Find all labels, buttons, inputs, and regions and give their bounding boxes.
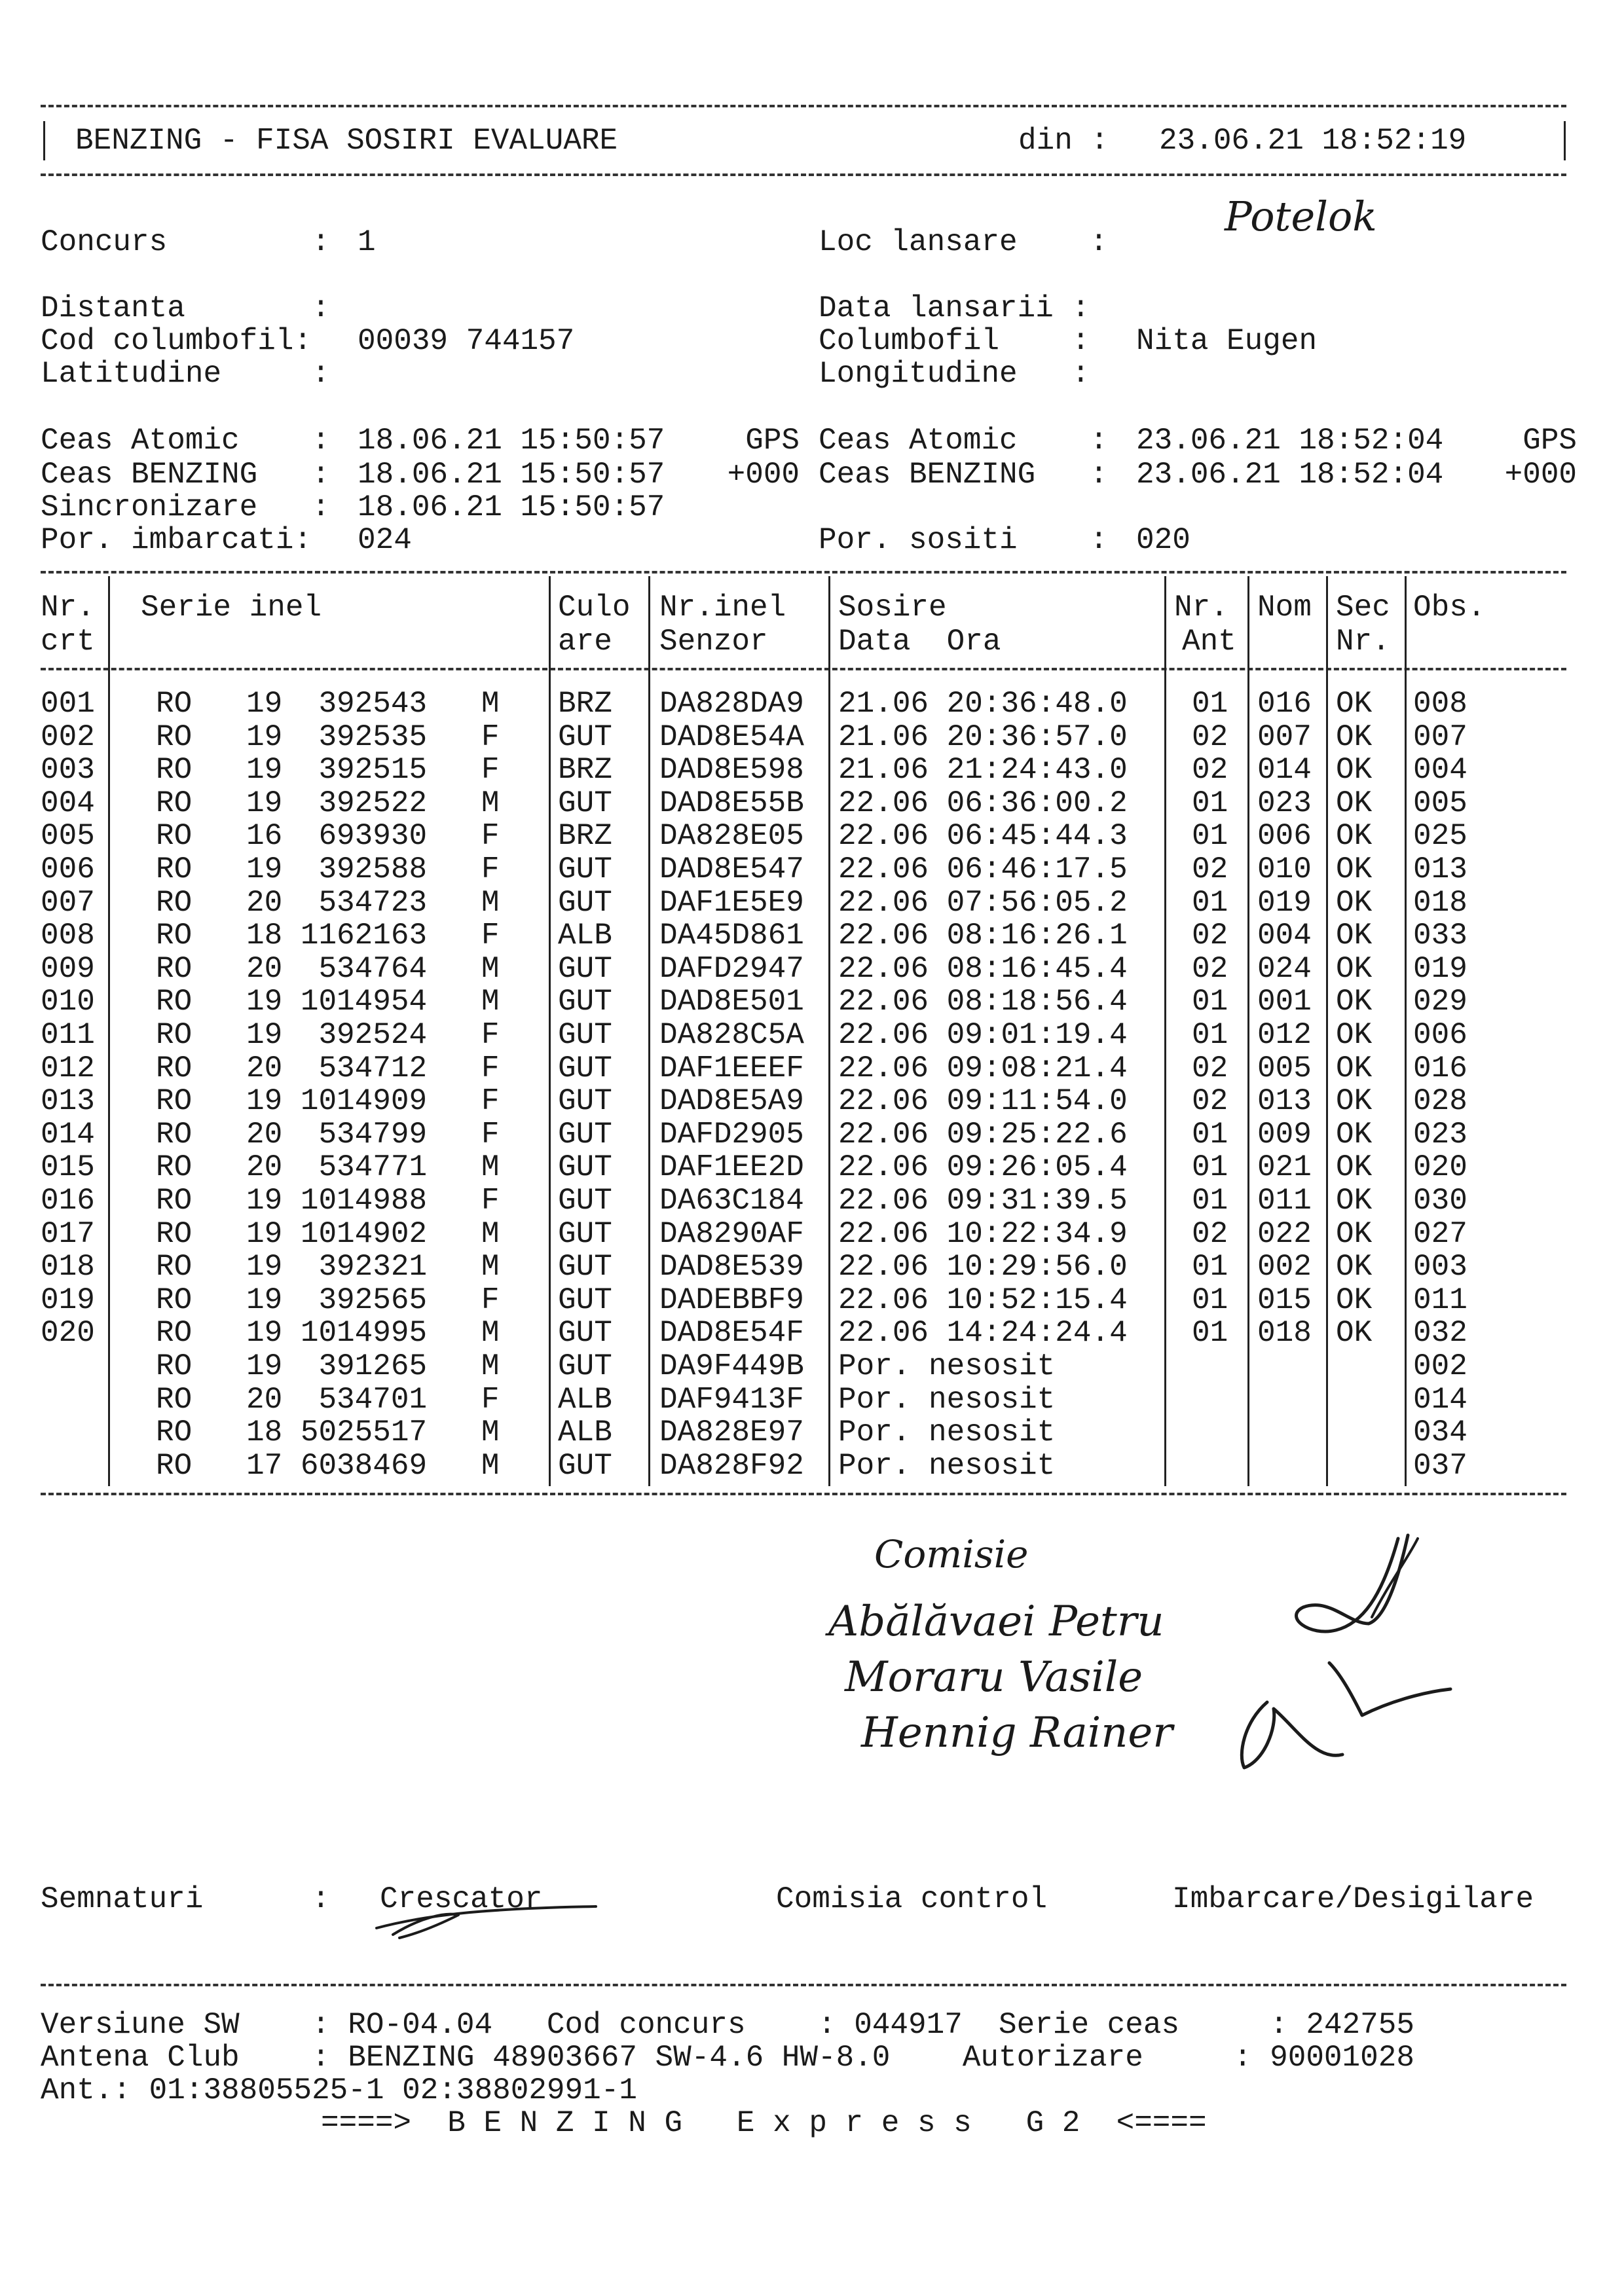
ceas-atomic-right-label: Ceas Atomic : xyxy=(819,424,1108,458)
cell-culoare: GUT xyxy=(558,1216,612,1251)
cell-obs: 003 xyxy=(1413,1250,1467,1285)
cell-sosire: 22.06 10:22:34.9 xyxy=(838,1216,1128,1251)
semnaturi-label: Semnaturi : xyxy=(41,1882,330,1916)
cell-obs: 032 xyxy=(1413,1316,1467,1351)
cell-sec: OK xyxy=(1336,1250,1373,1285)
cell-obs: 002 xyxy=(1413,1349,1467,1383)
columbofil-value: Nita Eugen xyxy=(1136,324,1318,358)
cell-nr: 004 xyxy=(41,786,95,820)
ceas-benzing-right-value: 23.06.21 18:52:04 xyxy=(1136,458,1444,492)
por-sositi-value: 020 xyxy=(1136,523,1190,557)
cod-columbofil-value: 00039 744157 xyxy=(358,324,575,358)
cell-senzor: DAD8E598 xyxy=(659,753,804,788)
cell-nr: 018 xyxy=(41,1250,95,1285)
cell-sec: OK xyxy=(1336,1283,1373,1317)
cell-serie: RO 20 534764 M xyxy=(156,951,500,986)
cell-sosire: 22.06 08:16:45.4 xyxy=(838,951,1128,986)
cell-sec: OK xyxy=(1336,1150,1373,1185)
cell-obs: 028 xyxy=(1413,1084,1467,1119)
concurs-label: Concurs : xyxy=(41,225,330,259)
cell-ant: 01 xyxy=(1192,1018,1228,1052)
cell-nr: 007 xyxy=(41,885,95,920)
cell-ant: 02 xyxy=(1192,951,1228,986)
cell-sosire: 22.06 09:01:19.4 xyxy=(838,1018,1128,1052)
footer-rule xyxy=(41,1984,1566,1986)
cell-senzor: DA828F92 xyxy=(659,1448,804,1483)
cell-obs: 030 xyxy=(1413,1184,1467,1218)
cell-sec: OK xyxy=(1336,951,1373,986)
cell-obs: 023 xyxy=(1413,1117,1467,1152)
cell-obs: 029 xyxy=(1413,985,1467,1019)
cell-serie: RO 19 1014954 M xyxy=(156,985,500,1019)
cell-sosire: Por. nesosit xyxy=(838,1349,1056,1383)
cell-nom: 006 xyxy=(1257,819,1312,854)
cell-serie: RO 20 534723 M xyxy=(156,885,500,920)
cell-nom: 004 xyxy=(1257,919,1312,953)
cell-culoare: BRZ xyxy=(558,753,612,788)
cell-obs: 037 xyxy=(1413,1448,1467,1483)
cell-obs: 006 xyxy=(1413,1018,1467,1052)
cell-obs: 013 xyxy=(1413,852,1467,886)
cell-culoare: GUT xyxy=(558,1084,612,1119)
cod-columbofil-label: Cod columbofil: xyxy=(41,324,312,358)
cell-sec: OK xyxy=(1336,1216,1373,1251)
cell-senzor: DAD8E54F xyxy=(659,1316,804,1351)
columbofil-label: Columbofil : xyxy=(819,324,1090,358)
loc-lansare-value: Potelok xyxy=(1225,192,1377,240)
cell-obs: 016 xyxy=(1413,1051,1467,1085)
cell-sosire: 22.06 09:26:05.4 xyxy=(838,1150,1128,1185)
cell-ant: 01 xyxy=(1192,1316,1228,1351)
cell-senzor: DA828C5A xyxy=(659,1018,804,1052)
cell-culoare: GUT xyxy=(558,786,612,820)
cell-obs: 005 xyxy=(1413,786,1467,820)
ceas-atomic-left-suffix: GPS xyxy=(709,424,800,458)
ceas-benzing-left-suffix: +000 xyxy=(709,458,800,492)
cell-sosire: 22.06 06:46:17.5 xyxy=(838,852,1128,886)
ceas-atomic-left-value: 18.06.21 15:50:57 xyxy=(358,424,665,458)
cell-ant: 01 xyxy=(1192,985,1228,1019)
cell-senzor: DAD8E547 xyxy=(659,852,804,886)
cell-sec: OK xyxy=(1336,1018,1373,1052)
cell-sosire: Por. nesosit xyxy=(838,1382,1056,1417)
cell-sosire: 21.06 20:36:48.0 xyxy=(838,687,1128,721)
cell-nr: 011 xyxy=(41,1018,95,1052)
cell-culoare: GUT xyxy=(558,1117,612,1152)
cell-serie: RO 20 534712 F xyxy=(156,1051,500,1085)
cell-obs: 011 xyxy=(1413,1283,1467,1317)
col-header-serie: Serie inel xyxy=(141,591,322,625)
cell-nr: 014 xyxy=(41,1117,95,1152)
cell-sosire: 22.06 08:18:56.4 xyxy=(838,985,1128,1019)
cell-sec: OK xyxy=(1336,687,1373,721)
cell-nom: 018 xyxy=(1257,1316,1312,1351)
cell-obs: 014 xyxy=(1413,1382,1467,1417)
cell-obs: 027 xyxy=(1413,1216,1467,1251)
cell-sosire: 22.06 06:45:44.3 xyxy=(838,819,1128,854)
cell-serie: RO 19 392535 F xyxy=(156,720,500,754)
cell-nom: 007 xyxy=(1257,720,1312,754)
col-header-crt: crt xyxy=(41,625,95,659)
cell-sec: OK xyxy=(1336,985,1373,1019)
cell-serie: RO 20 534799 F xyxy=(156,1117,500,1152)
cell-senzor: DA9F449B xyxy=(659,1349,804,1383)
cell-sec: OK xyxy=(1336,852,1373,886)
col-header-nom: Nom xyxy=(1257,591,1312,625)
cell-ant: 01 xyxy=(1192,819,1228,854)
cell-serie: RO 19 392588 F xyxy=(156,852,500,886)
cell-sosire: 22.06 09:08:21.4 xyxy=(838,1051,1128,1085)
cell-ant: 02 xyxy=(1192,1051,1228,1085)
cell-obs: 025 xyxy=(1413,819,1467,854)
cell-sec: OK xyxy=(1336,1084,1373,1119)
cell-nom: 013 xyxy=(1257,1084,1312,1119)
cell-sosire: 22.06 14:24:24.4 xyxy=(838,1316,1128,1351)
cell-obs: 019 xyxy=(1413,951,1467,986)
col-header-obs: Obs. xyxy=(1413,591,1486,625)
cell-senzor: DAD8E55B xyxy=(659,786,804,820)
cell-nom: 005 xyxy=(1257,1051,1312,1085)
cell-sosire: 22.06 08:16:26.1 xyxy=(838,919,1128,953)
cell-culoare: ALB xyxy=(558,1415,612,1450)
cell-nom: 021 xyxy=(1257,1150,1312,1185)
cell-ant: 02 xyxy=(1192,852,1228,886)
distanta-label: Distanta : xyxy=(41,291,330,325)
cell-serie: RO 19 1014995 M xyxy=(156,1316,500,1351)
ceas-benzing-left-label: Ceas BENZING : xyxy=(41,458,330,492)
cell-sec: OK xyxy=(1336,1117,1373,1152)
cell-senzor: DAF1EEEF xyxy=(659,1051,804,1085)
cell-senzor: DADEBBF9 xyxy=(659,1283,804,1317)
cell-ant: 01 xyxy=(1192,1117,1228,1152)
cell-senzor: DAD8E501 xyxy=(659,985,804,1019)
cell-ant: 01 xyxy=(1192,687,1228,721)
cell-senzor: DA828E97 xyxy=(659,1415,804,1450)
cell-serie: RO 19 392524 F xyxy=(156,1018,500,1052)
loc-lansare-label: Loc lansare : xyxy=(819,225,1108,259)
cell-nr: 006 xyxy=(41,852,95,886)
por-imbarcati-label: Por. imbarcati: xyxy=(41,523,312,557)
cell-serie: RO 18 5025517 M xyxy=(156,1415,500,1450)
cell-ant: 01 xyxy=(1192,1250,1228,1285)
cell-sec: OK xyxy=(1336,885,1373,920)
por-sositi-label: Por. sositi : xyxy=(819,523,1108,557)
cell-serie: RO 19 392515 F xyxy=(156,753,500,788)
col-header-culoare-1: Culo xyxy=(558,591,631,625)
footer-versiune: Versiune SW : RO-04.04 Cod concurs : 044917 Serie ceas : 242755 xyxy=(41,2008,1414,2042)
longitudine-label: Longitudine : xyxy=(819,357,1090,391)
cell-sec: OK xyxy=(1336,1184,1373,1218)
handwritten-name-2: Moraru Vasile xyxy=(845,1653,1143,1702)
cell-obs: 034 xyxy=(1413,1415,1467,1450)
cell-sec: OK xyxy=(1336,919,1373,953)
cell-sosire: 22.06 10:52:15.4 xyxy=(838,1283,1128,1317)
cell-ant: 01 xyxy=(1192,885,1228,920)
cell-culoare: GUT xyxy=(558,1316,612,1351)
imbarcare-desigilare-label: Imbarcare/Desigilare xyxy=(1172,1882,1534,1916)
cell-culoare: BRZ xyxy=(558,819,612,854)
cell-sec: OK xyxy=(1336,1316,1373,1351)
sincronizare-label: Sincronizare : xyxy=(41,490,330,524)
cell-senzor: DAF1EE2D xyxy=(659,1150,804,1185)
cell-culoare: GUT xyxy=(558,951,612,986)
cell-obs: 004 xyxy=(1413,753,1467,788)
cell-nr: 005 xyxy=(41,819,95,854)
cell-nom: 012 xyxy=(1257,1018,1312,1052)
cell-culoare: GUT xyxy=(558,1184,612,1218)
header-title: BENZING - FISA SOSIRI EVALUARE xyxy=(75,124,618,158)
cell-nom: 024 xyxy=(1257,951,1312,986)
cell-senzor: DAF1E5E9 xyxy=(659,885,804,920)
cell-ant: 02 xyxy=(1192,1216,1228,1251)
cell-culoare: GUT xyxy=(558,985,612,1019)
sincronizare-value: 18.06.21 15:50:57 xyxy=(358,490,665,524)
col-header-nrinel-2: Senzor xyxy=(659,625,768,659)
cell-nr: 015 xyxy=(41,1150,95,1185)
cell-nom: 009 xyxy=(1257,1117,1312,1152)
cell-serie: RO 20 534771 M xyxy=(156,1150,500,1185)
cell-senzor: DAD8E539 xyxy=(659,1250,804,1285)
cell-nom: 019 xyxy=(1257,885,1312,920)
cell-ant: 02 xyxy=(1192,919,1228,953)
cell-sosire: 22.06 07:56:05.2 xyxy=(838,885,1128,920)
cell-nr: 019 xyxy=(41,1283,95,1317)
cell-culoare: GUT xyxy=(558,885,612,920)
cell-senzor: DAD8E54A xyxy=(659,720,804,754)
handwritten-name-1: Abălăvaei Petru xyxy=(828,1597,1164,1646)
cell-serie: RO 19 392565 F xyxy=(156,1283,500,1317)
col-header-ant-1: Nr. xyxy=(1174,591,1228,625)
col-header-sec-2: Nr. xyxy=(1336,625,1390,659)
cell-ant: 02 xyxy=(1192,753,1228,788)
cell-nr: 003 xyxy=(41,753,95,788)
cell-serie: RO 17 6038469 M xyxy=(156,1448,500,1483)
cell-senzor: DA63C184 xyxy=(659,1184,804,1218)
latitudine-label: Latitudine : xyxy=(41,357,330,391)
crescator-label: Crescator xyxy=(380,1882,543,1916)
cell-sec: OK xyxy=(1336,786,1373,820)
cell-sec: OK xyxy=(1336,1051,1373,1085)
cell-sosire: Por. nesosit xyxy=(838,1415,1056,1450)
cell-nom: 015 xyxy=(1257,1283,1312,1317)
col-header-sosire-2: Data Ora xyxy=(838,625,1001,659)
handwritten-name-3: Hennig Rainer xyxy=(861,1709,1173,1757)
cell-nom: 022 xyxy=(1257,1216,1312,1251)
cell-culoare: GUT xyxy=(558,720,612,754)
cell-serie: RO 18 1162163 F xyxy=(156,919,500,953)
cell-nr: 020 xyxy=(41,1316,95,1351)
cell-nom: 014 xyxy=(1257,753,1312,788)
cell-ant: 01 xyxy=(1192,1184,1228,1218)
cell-nr: 016 xyxy=(41,1184,95,1218)
cell-obs: 033 xyxy=(1413,919,1467,953)
cell-sosire: 22.06 09:11:54.0 xyxy=(838,1084,1128,1119)
cell-nom: 010 xyxy=(1257,852,1312,886)
cell-senzor: DAFD2905 xyxy=(659,1117,804,1152)
cell-nr: 009 xyxy=(41,951,95,986)
cell-nr: 008 xyxy=(41,919,95,953)
cell-ant: 01 xyxy=(1192,786,1228,820)
cell-nr: 012 xyxy=(41,1051,95,1085)
cell-sosire: 22.06 06:36:00.2 xyxy=(838,786,1128,820)
cell-sosire: 22.06 09:31:39.5 xyxy=(838,1184,1128,1218)
footer-antena: Antena Club : BENZING 48903667 SW-4.6 HW-8.0 Autorizare : 90001028 xyxy=(41,2041,1414,2075)
cell-nom: 016 xyxy=(1257,687,1312,721)
cell-culoare: ALB xyxy=(558,919,612,953)
cell-nom: 001 xyxy=(1257,985,1312,1019)
cell-serie: RO 19 1014902 M xyxy=(156,1216,500,1251)
cell-serie: RO 19 392321 M xyxy=(156,1250,500,1285)
cell-serie: RO 16 693930 F xyxy=(156,819,500,854)
cell-culoare: GUT xyxy=(558,1250,612,1285)
cell-sosire: 21.06 21:24:43.0 xyxy=(838,753,1128,788)
cell-nr: 001 xyxy=(41,687,95,721)
cell-ant: 01 xyxy=(1192,1283,1228,1317)
cell-nr: 017 xyxy=(41,1216,95,1251)
cell-senzor: DA45D861 xyxy=(659,919,804,953)
ceas-benzing-right-suffix: +000 xyxy=(1486,458,1578,492)
col-header-nr: Nr. xyxy=(41,591,95,625)
handwritten-comisie: Comisie xyxy=(874,1532,1029,1576)
ceas-atomic-left-label: Ceas Atomic : xyxy=(41,424,330,458)
cell-serie: RO 20 534701 F xyxy=(156,1382,500,1417)
cell-sec: OK xyxy=(1336,753,1373,788)
cell-senzor: DA828DA9 xyxy=(659,687,804,721)
cell-senzor: DAFD2947 xyxy=(659,951,804,986)
cell-sosire: 22.06 09:25:22.6 xyxy=(838,1117,1128,1152)
cell-ant: 01 xyxy=(1192,1150,1228,1185)
cell-sosire: 21.06 20:36:57.0 xyxy=(838,720,1128,754)
cell-serie: RO 19 1014988 F xyxy=(156,1184,500,1218)
cell-obs: 018 xyxy=(1413,885,1467,920)
col-header-culoare-2: are xyxy=(558,625,612,659)
col-header-ant-2: Ant xyxy=(1182,625,1236,659)
cell-obs: 008 xyxy=(1413,687,1467,721)
cell-serie: RO 19 392522 M xyxy=(156,786,500,820)
cell-ant: 02 xyxy=(1192,1084,1228,1119)
header-timestamp: 23.06.21 18:52:19 xyxy=(1159,124,1467,158)
cell-culoare: GUT xyxy=(558,1150,612,1185)
cell-culoare: BRZ xyxy=(558,687,612,721)
cell-nr: 010 xyxy=(41,985,95,1019)
cell-sosire: Por. nesosit xyxy=(838,1448,1056,1483)
cell-serie: RO 19 1014909 F xyxy=(156,1084,500,1119)
comisia-control-label: Comisia control xyxy=(776,1882,1048,1916)
header-din-label: din : xyxy=(1018,124,1109,158)
cell-culoare: GUT xyxy=(558,1349,612,1383)
cell-nom: 002 xyxy=(1257,1250,1312,1285)
por-imbarcati-value: 024 xyxy=(358,523,412,557)
cell-nr: 013 xyxy=(41,1084,95,1119)
ceas-atomic-right-suffix: GPS xyxy=(1486,424,1578,458)
cell-senzor: DA828E05 xyxy=(659,819,804,854)
cell-culoare: GUT xyxy=(558,1051,612,1085)
cell-senzor: DAF9413F xyxy=(659,1382,804,1417)
cell-culoare: GUT xyxy=(558,1448,612,1483)
cell-culoare: GUT xyxy=(558,1283,612,1317)
cell-ant: 02 xyxy=(1192,720,1228,754)
footer-ant: Ant.: 01:38805525-1 02:38802991-1 xyxy=(41,2073,637,2107)
col-header-sosire-1: Sosire xyxy=(838,591,947,625)
cell-obs: 020 xyxy=(1413,1150,1467,1185)
cell-senzor: DA8290AF xyxy=(659,1216,804,1251)
cell-nom: 023 xyxy=(1257,786,1312,820)
cell-sec: OK xyxy=(1336,720,1373,754)
cell-serie: RO 19 392543 M xyxy=(156,687,500,721)
footer-benzing-express: ====> B E N Z I N G E x p r e s s G 2 <==== xyxy=(321,2106,1207,2140)
col-header-sec-1: Sec xyxy=(1336,591,1390,625)
cell-culoare: GUT xyxy=(558,1018,612,1052)
cell-senzor: DAD8E5A9 xyxy=(659,1084,804,1119)
cell-culoare: GUT xyxy=(558,852,612,886)
cell-serie: RO 19 391265 M xyxy=(156,1349,500,1383)
cell-sosire: 22.06 10:29:56.0 xyxy=(838,1250,1128,1285)
cell-sec: OK xyxy=(1336,819,1373,854)
ceas-benzing-left-value: 18.06.21 15:50:57 xyxy=(358,458,665,492)
ceas-benzing-right-label: Ceas BENZING : xyxy=(819,458,1108,492)
cell-obs: 007 xyxy=(1413,720,1467,754)
col-header-nrinel-1: Nr.inel xyxy=(659,591,786,625)
cell-nom: 011 xyxy=(1257,1184,1312,1218)
ceas-atomic-right-value: 23.06.21 18:52:04 xyxy=(1136,424,1444,458)
cell-culoare: ALB xyxy=(558,1382,612,1417)
data-lansarii-label: Data lansarii : xyxy=(819,291,1090,325)
concurs-value: 1 xyxy=(358,225,376,259)
cell-nr: 002 xyxy=(41,720,95,754)
